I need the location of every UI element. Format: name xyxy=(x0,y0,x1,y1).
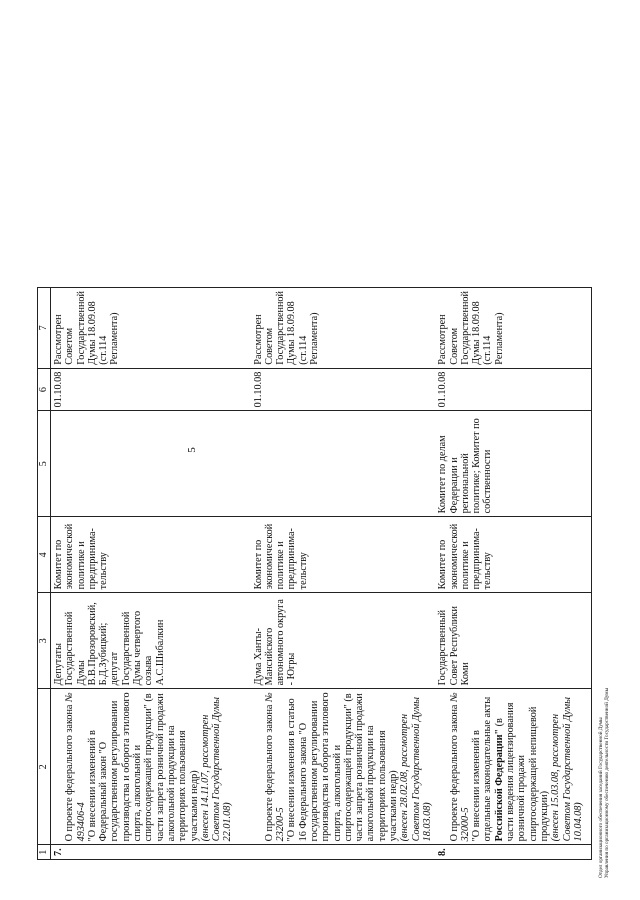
footer-line: Управления по организационному обеспечению деятельности Государственной Думы xyxy=(604,687,610,878)
bill-co-committee xyxy=(251,411,436,517)
bill-author: Дума Ханты-Мансийского автономного округа - Югры xyxy=(251,593,436,689)
bill-dates: (внесен 28.02.08, рассмотрен Советом Государственной Думы 18.03.08) xyxy=(399,697,433,842)
bill-committee: Комитет по экономической политике и предпринима-тельству xyxy=(251,517,436,593)
bill-description xyxy=(251,689,436,845)
bill-author: Государственный Совет Республики Коми xyxy=(435,593,591,689)
bill-text-bold: Российской Федерации" xyxy=(493,728,505,842)
bill-committee: Комитет по экономической политике и предпринима-тельству xyxy=(51,517,251,593)
bill-date: 01.10.08 xyxy=(251,368,436,411)
bills-table xyxy=(37,287,592,860)
header-cell: 7 xyxy=(38,288,51,369)
header-cell: 1 xyxy=(38,845,51,860)
bill-number: № 23200-5 xyxy=(263,692,287,842)
row-number: 8. xyxy=(435,845,591,860)
bill-text-part: "О внесении изменения в статью 16 Федерального закона "О государственном регулировании производства и оборота этилового спирта, алкогольной и спиртосодержащей продукции" (в части запрета розничной продажи алкогольной продукции на территориях пользования участками недр) xyxy=(286,692,400,842)
header-cell: 6 xyxy=(38,368,51,411)
bill-dates: (внесен 14.11.07, рассмотрен Советом Государственной Думы 22.01.08) xyxy=(199,697,234,842)
bill-dates: (внесен 15.03.08, рассмотрен Советом Государственной Думы 10.04.08) xyxy=(550,697,584,842)
header-cell: 5 xyxy=(38,411,51,517)
bill-text-part: О проекте федерального закона xyxy=(64,702,76,842)
bill-co-committee xyxy=(51,411,251,517)
bill-date: 01.10.08 xyxy=(51,368,251,411)
bill-text-part: "О внесении изменений в Федеральный закон "О государственном регулировании производства и оборота этилового спирта, алкогольной и спиртосодержащей продукции" (в части запрета розничной продажи алкогольной продукции на территориях пользования участками недр) xyxy=(86,692,200,842)
bill-text-part: "О внесении изменений в отдельные законодательные акты xyxy=(471,696,494,842)
bill-co-committee: Комитет по делам Федерации и региональной политике; Комитет по собственности xyxy=(435,411,591,517)
row-number xyxy=(251,845,436,860)
bill-committee: Комитет по экономической политике и предпринима-тельству xyxy=(435,517,591,593)
bill-text-part: О проекте федерального закона xyxy=(263,702,275,842)
bill-description xyxy=(51,689,251,845)
page-number: 5 xyxy=(186,447,198,453)
page-footer xyxy=(598,478,610,878)
bill-number: № 32000-5 xyxy=(448,692,471,842)
bill-status: Рассмотрен Советом Государственной Думы 18.09.08 (ст.114 Регламента) xyxy=(435,288,591,369)
bill-description xyxy=(435,689,591,845)
bill-number: № 493406-4 xyxy=(64,692,87,842)
bill-text-part: (в части введения лицензирования розничной продажи спиртосодержащей непищевой продукции) xyxy=(493,702,550,842)
bill-status: Рассмотрен Советом Государственной Думы 18.09.08 (ст.114 Регламента) xyxy=(251,288,436,369)
table-row xyxy=(251,288,436,860)
bill-author: Депутаты Государственной Думы В.В.Прозоровский, Б.Д.Зубицкий; депутат Государственной Думы четвертого созыва А.С.Шибалкин xyxy=(51,593,251,689)
header-cell: 4 xyxy=(38,517,51,593)
bill-status: Рассмотрен Советом Государственной Думы 18.09.08 (ст.114 Регламента) xyxy=(51,288,251,369)
table-row xyxy=(435,288,591,860)
table-row xyxy=(51,288,251,860)
row-number: 7. xyxy=(51,845,251,860)
bill-text-part: О проекте федерального закона xyxy=(448,702,460,842)
footer-line: Отдел организационного обеспечения заседаний Государственной Думы xyxy=(598,717,604,878)
header-row xyxy=(38,288,51,860)
header-cell: 2 xyxy=(38,689,51,845)
header-cell: 3 xyxy=(38,593,51,689)
bill-date: 01.10.08 xyxy=(435,368,591,411)
